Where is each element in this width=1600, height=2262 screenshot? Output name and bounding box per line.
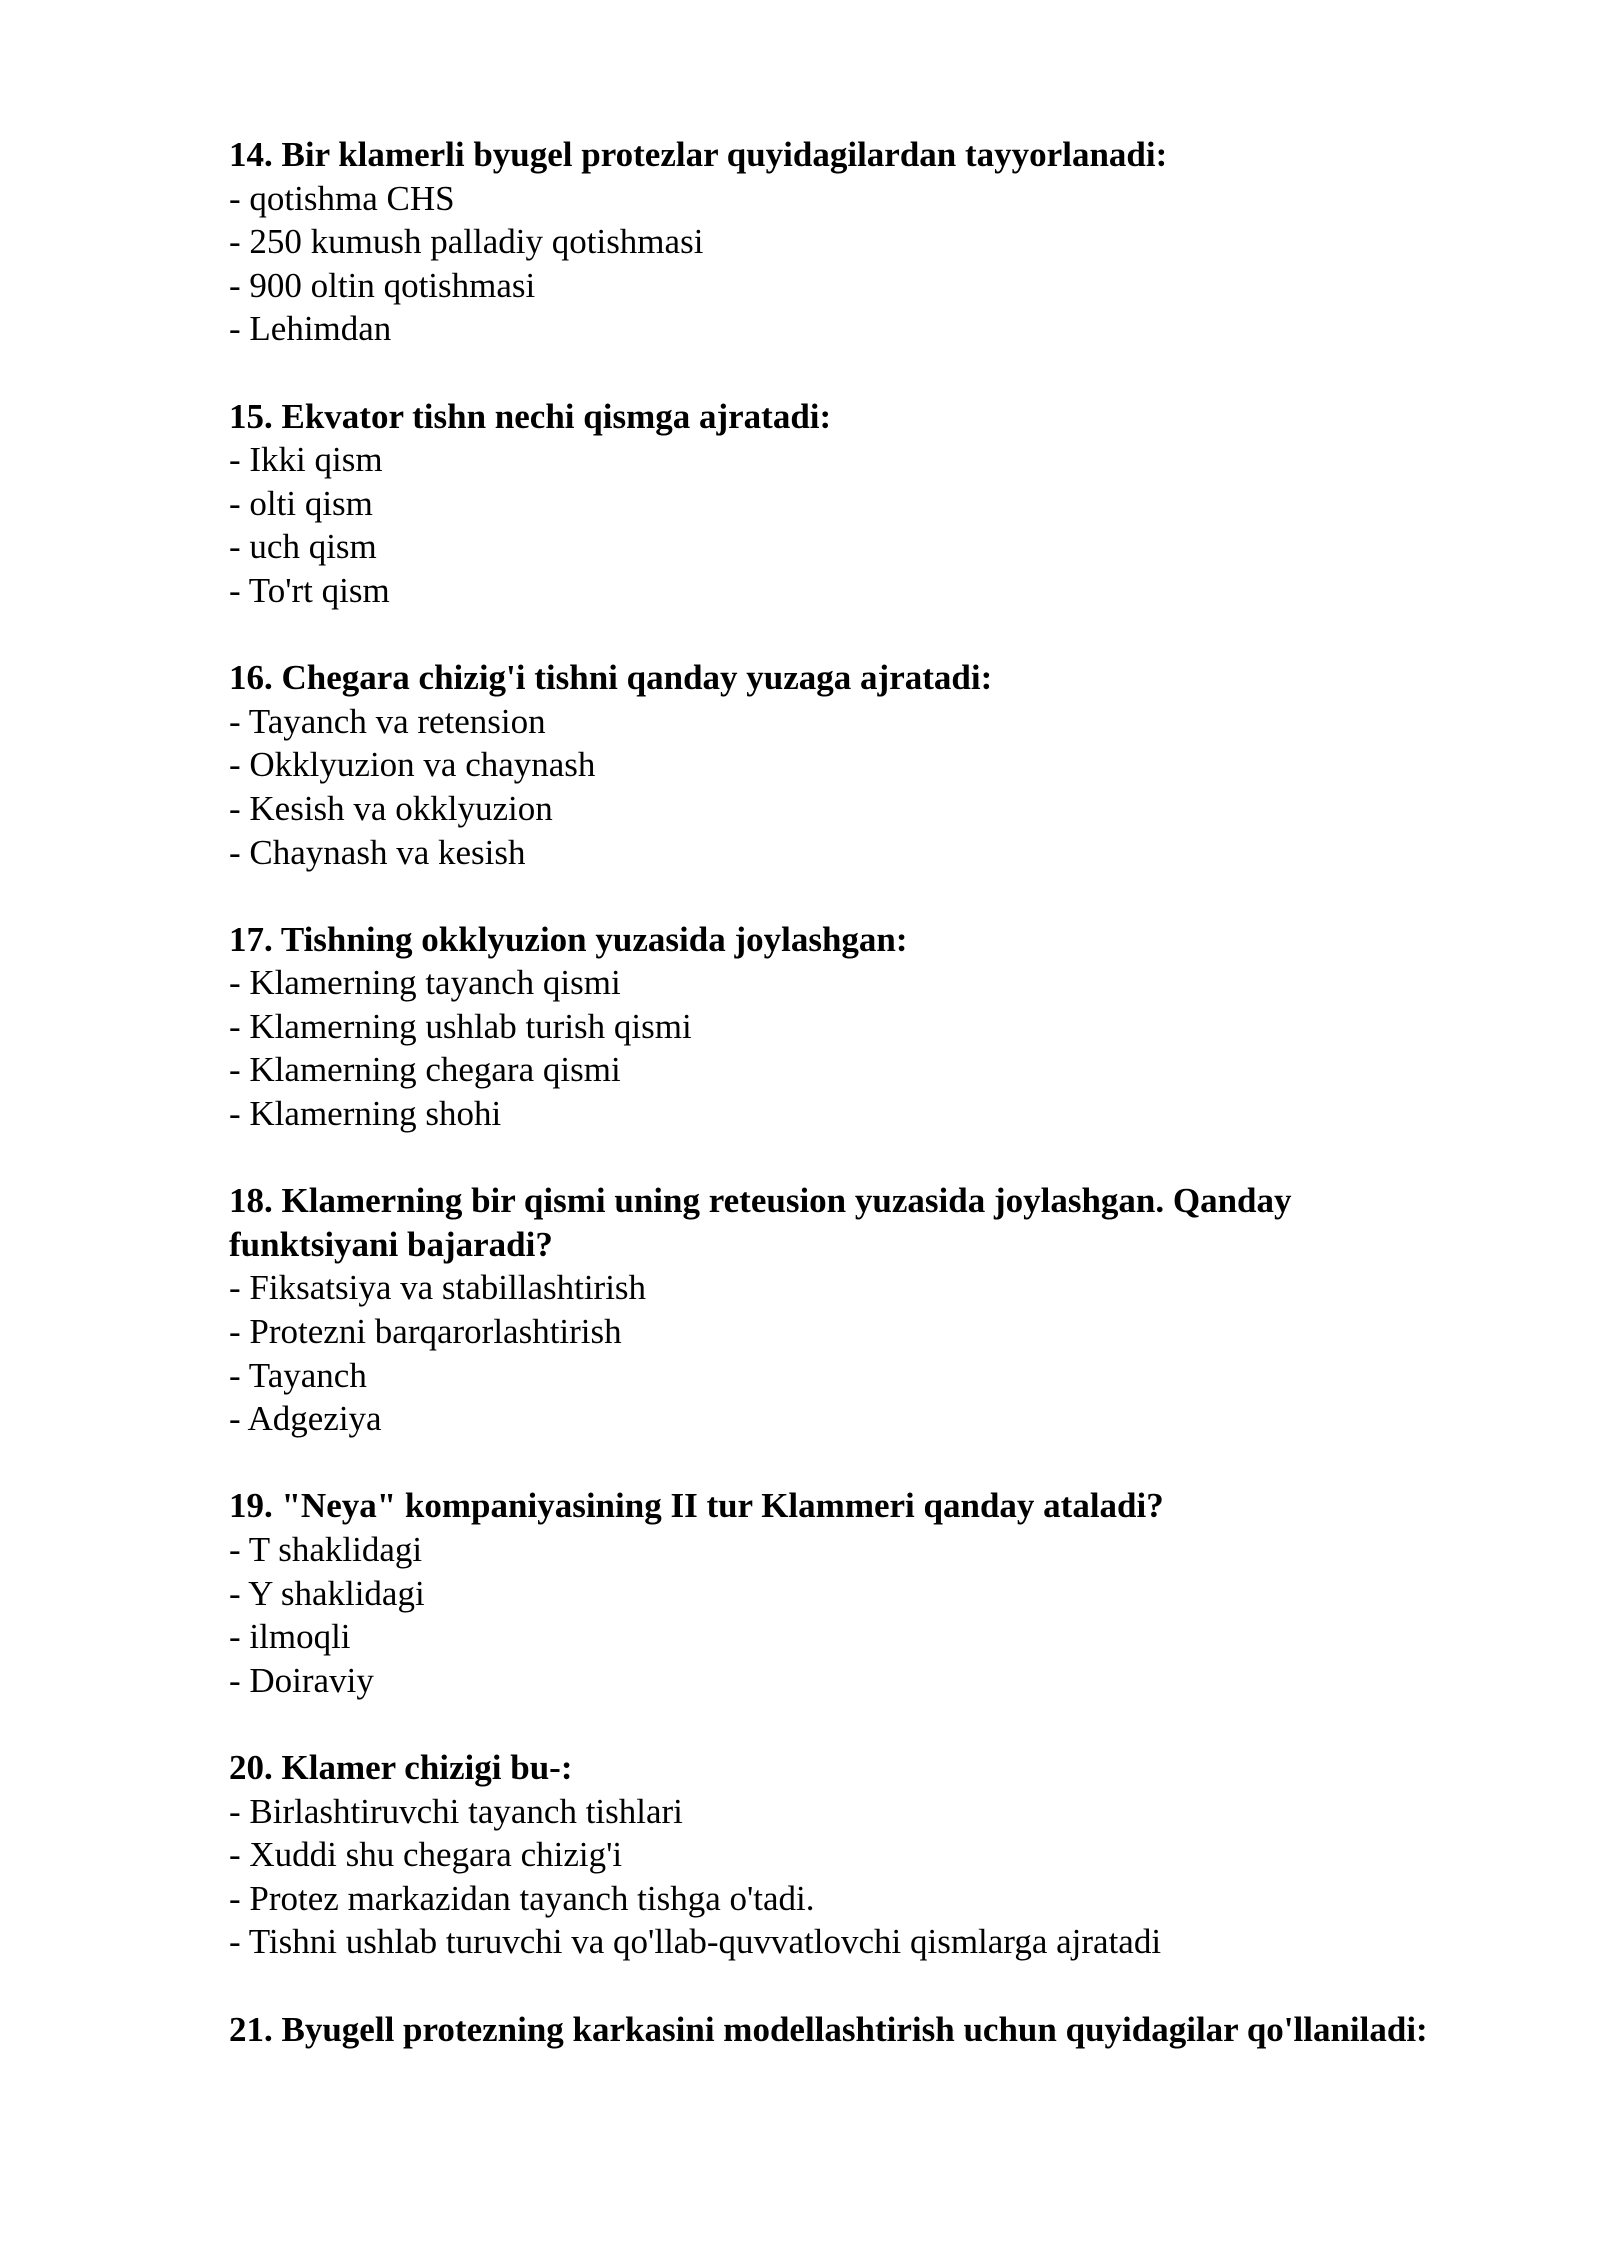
question-16 [229,656,1429,874]
question-18 [229,1179,1429,1441]
document-page [229,133,1429,2095]
question-title: 14. Bir klamerli byugel protezlar quyidagilardan tayyorlanadi: [229,135,1168,174]
answer-option: - T shaklidagi [229,1530,423,1569]
question-17 [229,918,1429,1136]
question-19 [229,1484,1429,1702]
answer-option: - Xuddi shu chegara chizig'i [229,1835,623,1875]
answer-list [229,1790,1429,1964]
question-title: 19. "Neya" kompaniyasining II tur Klammeri qanday ataladi? [229,1486,1164,1526]
question-title: 16. Chegara chizig'i tishni qanday yuzaga ajratadi: [229,658,993,698]
answer-option: - Fiksatsiya va stabillashtirish [229,1268,647,1308]
answer-option: - olti qism [229,483,373,523]
answer-list [229,700,1429,874]
answer-list [229,438,1429,612]
question-20 [229,1746,1429,1964]
answer-option: - Adgeziya [229,1399,382,1439]
answer-option: - Klamerning shohi [229,1094,502,1134]
answer-option: - Y shaklidagi [229,1573,425,1613]
answer-option: - Doiraviy [229,1660,374,1700]
answer-option: - To'rt qism [229,570,390,610]
answer-option: - Birlashtiruvchi tayanch tishlari [229,1791,683,1831]
question-title: 17. Tishning okklyuzion yuzasida joylashgan: [229,919,908,959]
question-15 [229,395,1429,613]
answer-option: - Protezni barqarorlashtirish [229,1312,622,1352]
question-title: 18. Klamerning bir qismi uning reteusion yuzasida joylashgan. Qanday funktsiyani bajaradi? [229,1181,1292,1264]
answer-list [229,1528,1429,1702]
answer-option: - 250 kumush palladiy qotishmasi [229,222,704,262]
answer-option: - Okklyuzion va chaynash [229,745,596,785]
answer-list [229,177,1429,351]
answer-option: - ilmoqli [229,1617,351,1657]
answer-option: - Klamerning chegara qismi [229,1050,621,1090]
answer-list [229,961,1429,1135]
answer-option: - Tayanch va retension [229,701,546,741]
answer-option: - Lehimdan [229,309,392,349]
answer-option: - 900 oltin qotishmasi [229,265,536,305]
answer-option: - Klamerning tayanch qismi [229,963,621,1003]
question-title: 21. Byugell protezning karkasini modellashtirish uchun quyidagilar qo'llaniladi: [229,2009,1428,2049]
answer-option: - qotishma CHS [229,178,455,218]
question-21 [229,2008,1429,2052]
answer-option: - Kesish va okklyuzion [229,788,553,828]
answer-option: - Protez markazidan tayanch tishga o'tadi. [229,1878,815,1918]
answer-list [229,1266,1429,1440]
answer-option: - Klamerning ushlab turish qismi [229,1006,692,1046]
answer-option: - Chaynash va kesish [229,832,526,872]
question-title: 20. Klamer chizigi bu-: [229,1747,573,1787]
answer-option: - uch qism [229,527,377,567]
answer-option: - Ikki qism [229,440,383,480]
question-title: 15. Ekvator tishn nechi qismga ajratadi: [229,396,832,436]
answer-option: - Tayanch [229,1355,367,1395]
question-14 [229,133,1429,351]
answer-option: - Tishni ushlab turuvchi va qo'llab-quvvatlovchi qismlarga ajratadi [229,1922,1162,1962]
